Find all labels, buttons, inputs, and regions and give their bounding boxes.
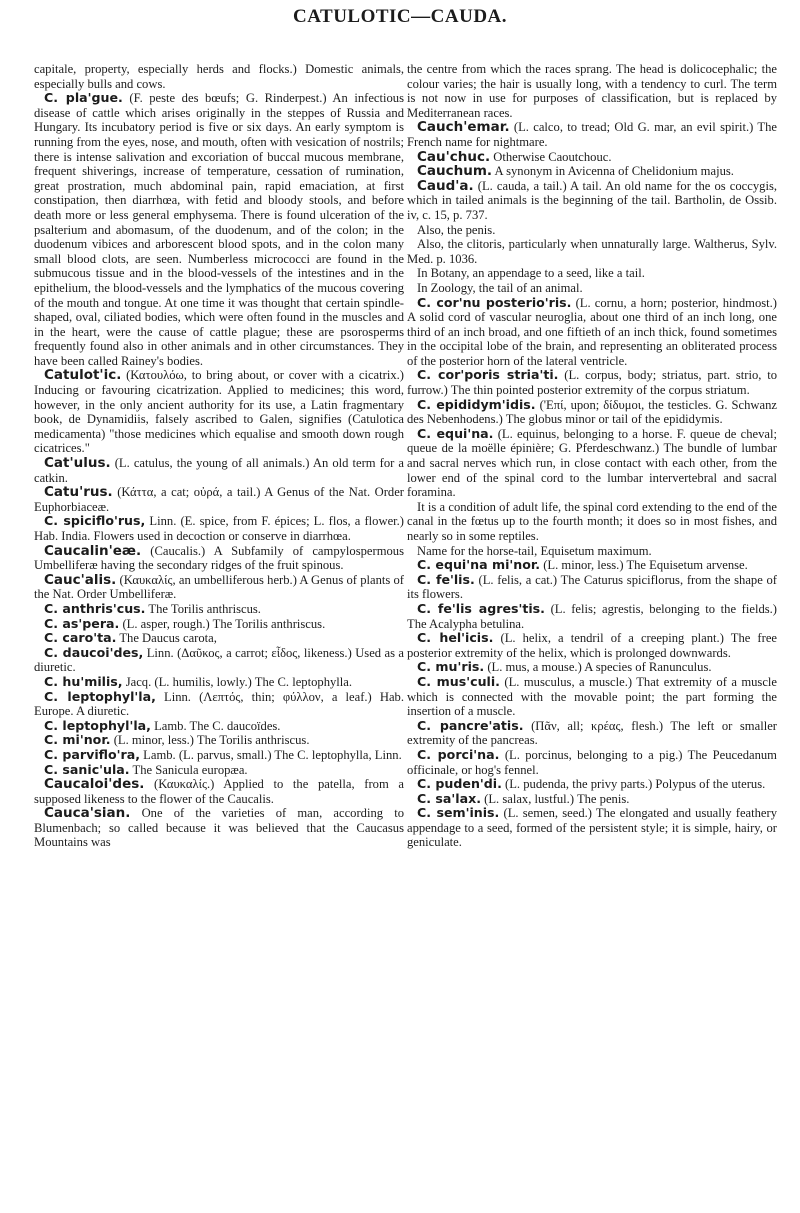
entry-definition: Name for the horse-tail, Equisetum maximum. [417, 543, 652, 558]
entry-headword: Caucalin'eæ. [44, 542, 142, 559]
entry-headword: Caucaloi'des. [44, 776, 145, 793]
entry-headword: C. pancre'atis. [417, 717, 524, 733]
dictionary-entry [407, 631, 777, 660]
entry-definition: (L. felis; agrestis, belonging to the fields.) The Acalypha betulina. [407, 601, 777, 631]
entry-definition: The Sanicula europæa. [132, 762, 248, 777]
entry-headword: C. sa'lax. [417, 790, 481, 806]
entry-definition: (Καυκαλίς.) Applied to the patella, from a supposed likeness to the flower of the Caucalis. [34, 777, 404, 806]
entry-headword: Cauca'sian. [44, 805, 131, 822]
entry-headword: C. leptophyl'la, [44, 717, 151, 733]
dictionary-entry [34, 748, 404, 763]
entry-definition: (L. equinus, belonging to a horse. F. queue de cheval; queue de la moëlle épinière; G. Pferdeschwanz.) The bundle of lumbar and sacral nerves which run, in close contact with each other, from the lower end of the spinal cord to the lumbar intervertebral and sacral foramina. [407, 426, 778, 500]
entry-definition: The Daucus carota, [119, 631, 217, 646]
entry-definition: (L. catulus, the young of all animals.) An old term for a catkin. [34, 456, 404, 485]
dictionary-entry [407, 602, 777, 631]
entry-headword: C. mu'ris. [417, 659, 485, 675]
entry-definition: (L. calco, to tread; Old G. mar, an evil spirit.) The French name for nightmare. [407, 120, 777, 149]
entry-definition: (L. cauda, a tail.) A tail. An old name for the os coccygis, which in tailed animals is the beginning of the tail. Bartholin, de Ossib. iv, c. 15, p. 737. [407, 178, 777, 222]
dictionary-entry [34, 763, 404, 778]
dictionary-entry [34, 62, 404, 91]
entry-definition: ('Επί, upon; δίδυμοι, the testicles. G. Schwanz des Nebenhodens.) The globus minor or tail of the epididymis. [407, 397, 778, 427]
entry-headword: Catu'rus. [44, 484, 113, 501]
entry-headword: C. daucoi'des, [44, 644, 144, 660]
entry-headword: C. spiciflo'rus, [44, 513, 146, 529]
entry-definition: Linn. (Λεπτός, thin; φύλλον, a leaf.) Hab. Europe. A diuretic. [34, 689, 404, 719]
entry-headword: C. anthris'cus. [44, 600, 146, 616]
entry-definition: (Κάττα, a cat; οὐρά, a tail.) A Genus of the Nat. Order Euphorbiaceæ. [34, 485, 404, 514]
dictionary-entry [407, 500, 777, 544]
entry-definition: (Πᾶν, all; κρέας, flesh.) The left or smaller extremity of the pancreas. [407, 718, 777, 748]
entry-headword: C. fe'lis. [417, 571, 475, 587]
entry-definition: capitale, property, especially herds and flocks.) Domestic animals, especially bulls and cows. [34, 62, 404, 91]
entry-definition: Also, the penis. [417, 222, 496, 237]
dictionary-entry [407, 660, 777, 675]
entry-definition: A synonym in Avicenna of Chelidonium majus. [494, 164, 734, 179]
entry-definition: In Zoology, the tail of an animal. [417, 280, 583, 295]
dictionary-entry [34, 456, 404, 485]
dictionary-entry [407, 281, 777, 296]
entry-headword: C. cor'poris stria'ti. [417, 367, 559, 383]
dictionary-entry [34, 719, 404, 734]
running-header: CATULOTIC—CAUDA. [292, 6, 508, 27]
dictionary-entry [407, 558, 777, 573]
entry-headword: C. leptophyl'la, [44, 688, 156, 704]
dictionary-entry [407, 237, 777, 266]
entry-headword: C. porci'na. [417, 746, 500, 762]
entry-headword: Cat'ulus. [44, 455, 111, 472]
entry-headword: Cauchum. [417, 163, 493, 180]
dictionary-entry [34, 573, 404, 602]
entry-headword: C. sem'inis. [417, 805, 500, 821]
dictionary-entry [407, 777, 777, 792]
dictionary-entry [34, 631, 404, 646]
entry-headword: C. cor'nu posterio'ris. [417, 294, 572, 310]
dictionary-entry [34, 646, 404, 675]
entry-definition: Lamb. The C. daucoïdes. [154, 718, 281, 733]
entry-definition: (F. peste des bœufs; G. Rinderpest.) An infectious disease of cattle which arises originally in the steppes of Russia and Hungary. Its incubatory period is five or six days. An early symptom is running from the eyes, nose, and mouth, often with vesication of nostrils; there is intense salivation and excoriation of buccal mucous membrane, frequent shiverings, increase of temperature, cessation of rumination, great prostration, much abdominal pain, rapid emaciation, at first constipation, then diarrhœa, with fetid and bloody stools, and before death more or less general emphysema. There is found ulceration of the psalterium and abomasum, of the duodenum, and of the colon; in the duodenum vibices and arborescent blood spots, and in the colon many small blood clots, are seen. Numberless micrococci are found in the submucous tissue and in the blood-vessels of the intestines and in the epithelium, the blood-vessels and the lymphatics of the mucous covering of the mouth and tongue. At one time it was thought that certain spindle-shaped, oval, ciliated bodies, which were often found in the muscles and in the heart, were the cause of cattle plague; these are psorosperms frequently found also in other animals and in other circumstances. They have been called Rainey's bodies. [34, 91, 404, 368]
dictionary-entry [407, 164, 777, 179]
entry-headword: C. hel'icis. [417, 630, 494, 646]
entry-definition: (L. pudenda, the privy parts.) Polypus of the uterus. [505, 777, 766, 792]
entry-headword: Cauch'emar. [417, 119, 510, 136]
entry-definition: (L. asper, rough.) The Torilis anthriscus. [122, 616, 326, 631]
entry-definition: Jacq. (L. humilis, lowly.) The C. leptophylla. [125, 674, 353, 689]
entry-definition: (Caucalis.) A Subfamily of campylospermous Umbelliferæ having the secondary ridges of the fruit spinous. [34, 543, 404, 573]
entry-definition: Linn. (Δαῦκος, a carrot; εἶδος, likeness.) Used as a diuretic. [34, 645, 404, 675]
entry-definition: Linn. (E. spice, from F. épices; L. flos, a flower.) Hab. India. Flowers used in decoction or conserve in diarrhœa. [34, 514, 405, 543]
entry-headword: C. epididym'idis. [417, 396, 536, 412]
dictionary-entry [407, 427, 777, 500]
entry-definition: In Botany, an appendage to a seed, like a tail. [417, 266, 645, 281]
dictionary-entry [407, 223, 777, 238]
dictionary-entry [34, 617, 404, 632]
entry-definition: Also, the clitoris, particularly when unnaturally large. Waltherus, Sylv. Med. p. 1036. [407, 237, 777, 266]
entry-definition: (L. semen, seed.) The elongated and usually feathery appendage to a seed, formed of the persistent style; it is simple, hairy, or geniculate. [407, 806, 777, 850]
dictionary-entry [34, 368, 404, 456]
entry-headword: Catulot'ic. [44, 367, 122, 384]
entry-definition: (L. salax, lustful.) The penis. [484, 791, 630, 806]
dictionary-entry [34, 91, 404, 368]
entry-definition: (Καυκαλίς, an umbelliferous herb.) A Genus of plants of the Nat. Order Umbelliferæ. [34, 572, 404, 602]
dictionary-entry [407, 398, 777, 427]
dictionary-entry [407, 719, 777, 748]
dictionary-entry [34, 675, 404, 690]
entry-headword: C. mus'culi. [417, 673, 500, 689]
entry-headword: C. pla'gue. [44, 90, 123, 106]
entry-definition: (L. corpus, body; striatus, part. strio, to furrow.) The thin pointed posterior extremity of the corpus striatum. [407, 368, 777, 398]
entry-headword: C. sanic'ula. [44, 761, 130, 777]
entry-definition: (L. mus, a mouse.) A species of Ranunculus. [487, 660, 712, 675]
dictionary-entry [407, 792, 777, 807]
dictionary-entry [34, 514, 404, 543]
dictionary-entry [34, 777, 404, 806]
entry-definition: Lamb. (L. parvus, small.) The C. leptophylla, Linn. [143, 747, 402, 762]
entry-headword: C. fe'lis agres'tis. [417, 600, 545, 616]
dictionary-entry [34, 602, 404, 617]
entry-headword: Caud'a. [417, 177, 474, 194]
entry-definition: the centre from which the races sprang. The head is dolicocephalic; the colour varies; the hair is usually long, with a tendency to curl. The term is not now in use for purposes of classification, but is replaced by Mediterranean races. [407, 62, 777, 120]
dictionary-entry [34, 485, 404, 514]
dictionary-entry [407, 150, 777, 165]
dictionary-entry [34, 806, 404, 850]
entry-definition: Otherwise Caoutchouc. [493, 149, 612, 164]
dictionary-entry [407, 368, 777, 397]
entry-headword: C. puden'di. [417, 776, 502, 792]
entry-headword: C. parviflo'ra, [44, 746, 140, 762]
dictionary-entry [407, 675, 777, 719]
entry-definition: (L. minor, less.) The Torilis anthriscus. [113, 733, 310, 748]
entry-headword: C. equi'na. [417, 425, 494, 441]
entry-headword: Cau'chuc. [417, 148, 491, 165]
entry-definition: (L. porcinus, belonging to a pig.) The Peucedanum officinale, or hog's fennel. [407, 747, 777, 777]
dictionary-entry [407, 62, 777, 120]
entry-headword: Cauc'alis. [44, 571, 117, 588]
dictionary-entry [407, 266, 777, 281]
dictionary-entry [407, 120, 777, 149]
entry-definition: (L. minor, less.) The Equisetum arvense. [543, 558, 748, 573]
dictionary-entry [407, 296, 777, 369]
entry-headword: C. caro'ta. [44, 630, 117, 646]
entry-definition: It is a condition of adult life, the spinal cord extending to the end of the canal in the fœtus up to the fourth month; it does so in most fishes, and nearly so in some reptiles. [407, 499, 777, 543]
entry-headword: C. hu'milis, [44, 673, 123, 689]
entry-definition: (L. musculus, a muscle.) That extremity of a muscle which is connected with the movable point; the part forming the insertion of a muscle. [407, 674, 777, 719]
entry-headword: C. equi'na mi'nor. [417, 557, 541, 573]
dictionary-entry [407, 748, 777, 777]
dictionary-entry [407, 573, 777, 602]
entry-definition: (L. helix, a tendril of a creeping plant.) The free posterior extremity of the helix, which is prolonged downwards. [407, 631, 777, 660]
entry-definition: (Κατουλόω, to bring about, or cover with a cicatrix.) Inducing or favouring cicatrization. Applied to medicines; this word, however, in the only ancient authority for its use, a Latin fragmentary book, de Dynamidiis, falsely ascribed to Galen, signifies (Catulotica medicamenta) "those medicines which equalise and smooth down rough cicatrices." [34, 368, 404, 456]
left-column [34, 62, 404, 850]
dictionary-entry [34, 733, 404, 748]
dictionary-entry [34, 544, 404, 573]
dictionary-entry [34, 690, 404, 719]
entry-definition: (L. cornu, a horn; posterior, hindmost.) A solid cord of vascular neuroglia, about one third of an inch long, one third of an inch broad, and one fiftieth of an inch thick, found sometimes in the occipital lobe of the brain, and representing an obliterated process of the posterior horn of the lateral ventricle. [407, 295, 777, 368]
entry-definition: The Torilis anthriscus. [148, 601, 261, 616]
entry-headword: C. as'pera. [44, 615, 120, 631]
entry-headword: C. mi'nor. [44, 732, 111, 748]
right-column [407, 62, 777, 850]
entry-definition: One of the varieties of man, according to Blumenbach; so called because it was believed that the Caucasus Mountains was [34, 806, 404, 850]
dictionary-entry [407, 544, 777, 559]
dictionary-entry [407, 179, 777, 223]
entry-definition: (L. felis, a cat.) The Caturus spiciflorus, from the shape of its flowers. [407, 572, 777, 602]
dictionary-entry [407, 806, 777, 850]
